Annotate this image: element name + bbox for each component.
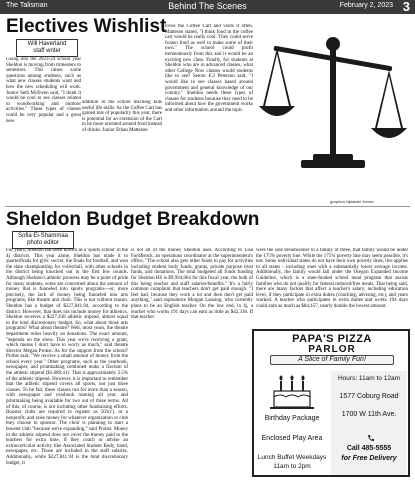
ad-phone: Call 485-5555 (346, 445, 392, 452)
publication-name: The Talisman (6, 2, 48, 9)
article1-headline: Electives Wishlist (6, 16, 167, 37)
byline-name: Will Haverland (27, 41, 67, 47)
pizza-advertisement (252, 329, 410, 477)
ad-lunch-buffet: Lunch Buffet Weekdays (257, 454, 327, 461)
scales-of-justice-icon (255, 26, 411, 186)
article2-column-1: For years, Sheldon has been known as a 'sports school' in the 4j districts. This year alone, Sheldon has made it to quarterfinals for girls' soccer, the finals for football, and won the state championship for volleyball, with other schools in the district being knocked out in the first few rounds. Although Sheldon's athletic prowess may be a point of pride for many students, some are concerned about the amount of money that is funneled into sports programs—or, more precisely, the lack of money being funneled into arts programs, like theatre and choir. This is not without reason. Sheldon has a budget of $227,841.94, according to the district. However, that does not include money for athletics. Sheldon receives a $227,438 athletic stipend, almost equal to the total discretionary budget. So, what about those arts programs? What about theatre? Well, most years, the theatre department relies heavily on donations. The exact amount, "depends on the show. This year we're receiving a grant, which means I don't have to worry as much," said theatre director Megan Probst. As for the support from the school? Probst said, "We receive a small amount of money from the school every year." Other programs, such as the yearbook, newspaper, and printmaking combined make a fraction of the athletic stipend ($3,689.41). That is approximately 2.5% of the athletic stipend. However, it is important to remember that the athletic stipend covers all sports, not just three classes. To be fair, these classes run for more than a season, with newspaper and yearbook running all year, and printmaking being available for two out of three terms. All of this, of course, is not including other fundraising efforts. Booster clubs are required to register as 501(c), or a nonprofit, and raise money for whatever organization or club they choose to sponsor. The choir is planning to start a booster club "because we're expanding," said Probst. Money in the athletic stipend does not cover the money paid to the teachers for extra time, if they coach or advise an extracurricular activity like Associated Student Body, band, newspaper, etc. Those are included in the staff salaries. Additionally, while $227,841.94 is the total discretionary budget, it (6, 248, 128, 466)
article1-column-3: loves the Coffee Cart and visits it often. Mattesen stated, "I think food in the coffee cart would be really cool. They could serve frozen food as well to make some of their own." The school could profit tremendously from this and it would be an exciting new class. Finally, for students at Sheldon who are in advanced classes, what other College Now classes would students like to see? Senior E.J Peterson said, "I would like to see classes based around government and general knowledge of our country." Sheldon needs these types of classes for students because they need to be informed about how the government works and other information around the topic. (165, 24, 253, 113)
article2-headline: Sheldon Budget Breakdown (6, 209, 260, 230)
ad-play-area: Enclosed Play Area (261, 435, 323, 442)
graphic-credit-name: Natalie Keiser (349, 199, 374, 204)
article1-byline (16, 39, 78, 57)
page-number: 3 (402, 0, 410, 14)
ad-delivery: for Free Delivery (341, 455, 397, 462)
ad-address-1: 1577 Coburg Road (339, 393, 399, 400)
ad-address-2: 1700 W 11th Ave. (341, 411, 397, 418)
article2-column-2: is not all of the money Sheldon uses. According to Lisa FordBrock, an operations coordinator at the superintendent's office, "The school also gets other funds to pay for activities including student body funds, grants, private purpose trust funds, and donations. The total budgeted all funds funding for Sheldon HS is $9,994,864 for this fiscal year, the bulk of this being teacher and staff salaries/benefits." It's a fairly common complaint that teachers don't get paid enough. "I feel bad, because they work a lot and then don't get paid anything," said sophomore Morgan Lansing, who currently plans to be an English teacher. On the low end, in 4j, a teacher who works 191 days can earn as little as $42,336. If that teacher (131, 248, 253, 321)
section-title: Behind The Scenes (168, 1, 247, 11)
section-divider (5, 206, 410, 207)
byline-role: staff writer (33, 48, 61, 54)
ad-lunch-hours: 11am to 2pm (273, 463, 311, 470)
byline-name: Sofia El-Shammaa (17, 233, 69, 239)
article2-byline (12, 231, 74, 249)
article1-column-2: addition to the school teaching kids useful life skills. As the Coffee Cart has gained lots of popularity this year, there is potential for an extension of the Cart to be more oriented around food instead of drinks. Junior Ethan Matteson (82, 100, 162, 133)
article1-column-1: Going into the 2023-24 school year Sheldon is moving from trimesters to semesters. This raises some questions among students, such as what new classes students want and how the new scheduling will work. Junior Seth McEwen said, "I think it would be cool to see classes related to woodworking and outdoor activities." These types of classes could be very popular and a great new (6, 57, 81, 124)
graphic-credit-label: graphics by (330, 199, 351, 204)
phone-icon (367, 434, 375, 442)
issue-date: February 2, 2023 (339, 2, 393, 9)
ad-birthday-package: Birthday Package (264, 415, 320, 422)
page-header (0, 0, 415, 14)
ad-hours: Hours: 11am to 12am (337, 375, 401, 382)
birthday-cake-icon (268, 371, 316, 411)
ad-tagline: A Slice of Family Fun! (298, 356, 366, 363)
article2-column-3: were the sole breadwinner in a family of three, that family would be under the 175% poverty line. While the 175% poverty line may seem possible, it's not. Some individual states do not have their own poverty lines, this applies to all states - including ones with a substantially lower average income. Additionally, the family would fall under the Oregon Expanded Income Guideline, which is a state-funded school meal program that assists families who do not qualify for federal reduced/free meals. That being said, there are many factors that affect a teacher's salary, including education level, if they participate in extra duties (coaching, advising, etc), and years worked. A teacher who participates in extra duties and works 194 days could earn as much as $84,457, nearly double the lowest amount. (256, 248, 408, 309)
ad-title: PAPA'S PIZZA (292, 333, 372, 345)
ad-subtitle: PARLOR (308, 344, 356, 355)
byline-role: photo editor (27, 240, 59, 246)
